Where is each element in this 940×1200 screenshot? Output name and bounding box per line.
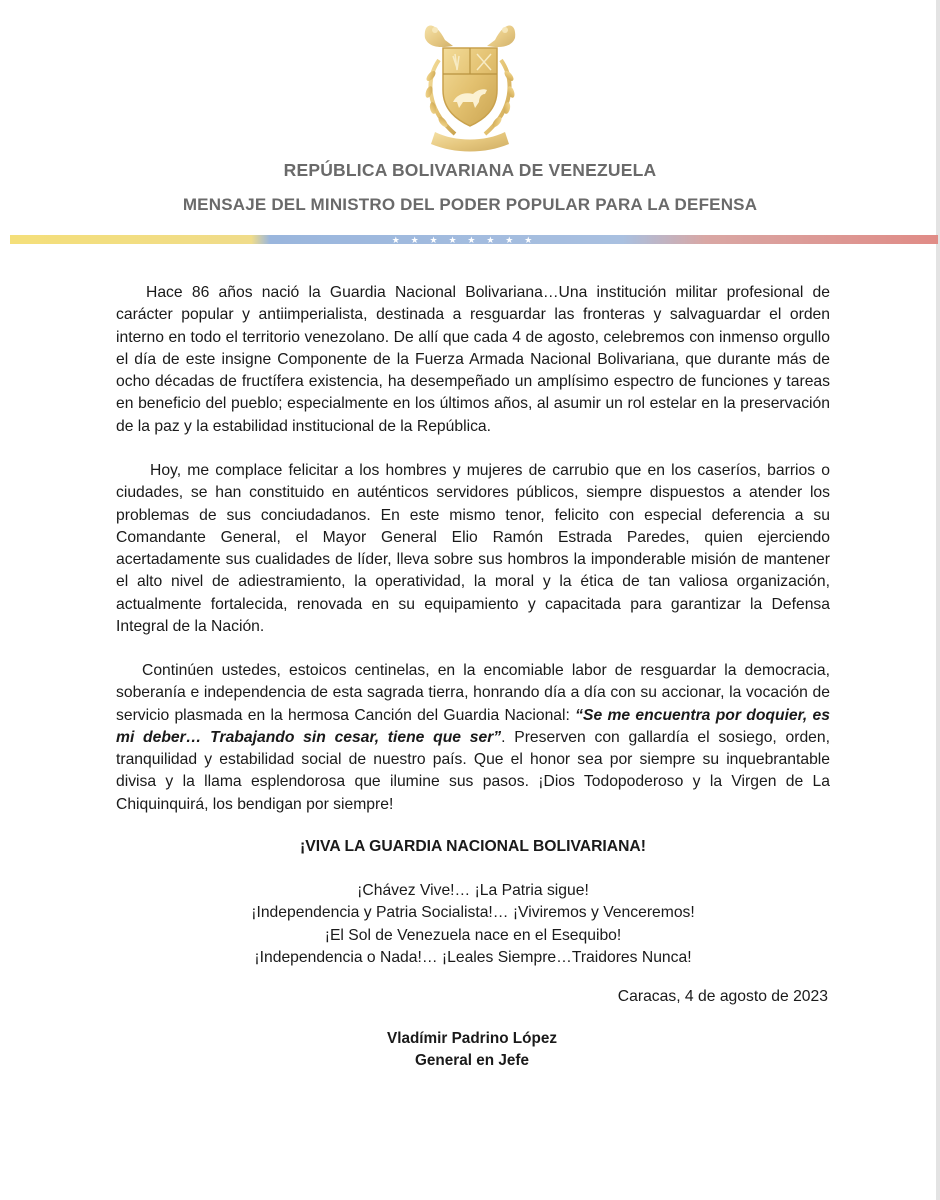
paragraph-3-after: . Preserven con gallardía el sosiego, orden, tranquilidad y estabilidad social de nuestro país. Que el honor sea por siempre su inquebrantable divisa y la llama esplendorosa que ilumine sus pasos. ¡Dios Todopoderoso y la Virgen de La Chiquinquirá, los bendigan por siempre!	[116, 728, 830, 813]
hymn-quote: “Se me encuentra por doquier, es mi deber… Trabajando sin cesar, tiene que ser”	[116, 706, 830, 746]
paragraph-1: Hace 86 años nació la Guardia Nacional Bolivariana…Una institución militar profesional de carácter popular y antiimperialista, destinada a resguardar las fronteras y salvaguardar el orden interno en todo el territorio venezolano. De allí que cada 4 de agosto, celebremos con inmenso orgullo el día de este insigne Componente de la Fuerza Armada Nacional Bolivariana, que durante más de ocho décadas de fructífera existencia, ha desempeñado un amplísimo espectro de funciones y tareas en beneficio del pueblo; especialmente en los últimos años, al asumir un rol estelar en la preservación de la paz y la estabilidad institucional de la República.	[116, 284, 830, 435]
signatory-name: Vladímir Padrino López	[387, 1030, 557, 1047]
document-date: Caracas, 4 de agosto de 2023	[617, 988, 828, 1005]
document-title: REPÚBLICA BOLIVARIANA DE VENEZUELA	[283, 160, 657, 180]
viva-headline: ¡VIVA LA GUARDIA NACIONAL BOLIVARIANA!	[300, 838, 646, 855]
slogan-line: ¡El Sol de Venezuela nace en el Esequibo!	[324, 926, 622, 944]
slogan-line: ¡Independencia y Patria Socialista!… ¡Viviremos y Venceremos!	[251, 904, 695, 922]
slogans-list	[116, 880, 830, 969]
paragraph-3-before: Continúen ustedes, estoicos centinelas, en la encomiable labor de resguardar la democracia, soberanía e independencia de esta sagrada tierra, honrando día a día con su accionar, la vocación de servicio plasmada en la hermosa Canción del Guardia Nacional:	[116, 662, 830, 724]
slogan-line: ¡Independencia o Nada!… ¡Leales Siempre…Traidores Nunca!	[254, 948, 692, 966]
paragraph-2: Hoy, me complace felicitar a los hombres y mujeres de carrubio que en los caseríos, barrios o ciudades, se han constituido en auténticos servidores públicos, siempre dispuestos a atender los problemas de sus conciudadanos. En este mismo tenor, felicito con especial deferencia a su Comandante General, el Mayor General Elio Ramón Estrada Paredes, quien ejerciendo acertadamente sus cualidades de líder, lleva sobre sus hombros la imponderable misión de mantener el alto nivel de adiestramiento, la operatividad, la moral y la ética de tan valiosa organización, actualmente fortalecida, renovada en su equipamiento y capacitada para garantizar la Defensa Integral de la Nación.	[116, 462, 830, 636]
document-subtitle: MENSAJE DEL MINISTRO DEL PODER POPULAR PARA LA DEFENSA	[182, 195, 758, 214]
coat-of-arms-icon	[405, 10, 535, 155]
tricolor-stripe	[10, 235, 938, 244]
stripe-stars: ★ ★ ★ ★ ★ ★ ★ ★	[391, 235, 537, 244]
signatory-rank: General en Jefe	[415, 1052, 529, 1069]
paragraph-3	[116, 660, 830, 816]
slogan-line: ¡Chávez Vive!… ¡La Patria sigue!	[357, 882, 589, 899]
